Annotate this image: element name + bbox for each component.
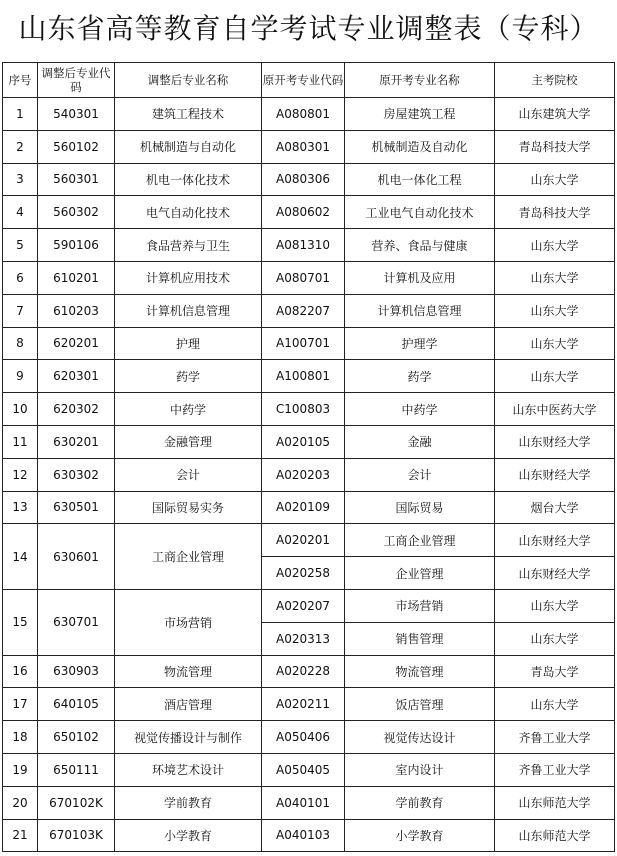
new-major-code: 590106	[38, 229, 115, 262]
row-number: 19	[3, 753, 38, 786]
exam-school: 山东师范大学	[495, 819, 615, 852]
row-number: 7	[3, 294, 38, 327]
header-new-name: 调整后专业名称	[115, 63, 262, 98]
new-major-name: 视觉传播设计与制作	[115, 721, 262, 754]
new-major-code: 640105	[38, 688, 115, 721]
table-row	[3, 163, 615, 196]
row-number: 2	[3, 130, 38, 163]
table-row	[3, 229, 615, 262]
old-major-name: 市场营销	[345, 589, 495, 622]
row-number: 4	[3, 196, 38, 229]
new-major-name: 机电一体化技术	[115, 163, 262, 196]
old-major-code: A020201	[262, 524, 345, 557]
old-major-code: A080306	[262, 163, 345, 196]
new-major-name: 国际贸易实务	[115, 491, 262, 524]
new-major-name: 金融管理	[115, 425, 262, 458]
table-row	[3, 688, 615, 721]
old-major-name: 饭店管理	[345, 688, 495, 721]
new-major-code: 650102	[38, 721, 115, 754]
header-old-name: 原开考专业名称	[345, 63, 495, 98]
exam-school: 青岛科技大学	[495, 196, 615, 229]
old-major-name: 工业电气自动化技术	[345, 196, 495, 229]
new-major-name: 中药学	[115, 393, 262, 426]
exam-school: 山东大学	[495, 261, 615, 294]
old-major-name: 计算机及应用	[345, 261, 495, 294]
old-major-code: C100803	[262, 393, 345, 426]
row-number: 1	[3, 98, 38, 131]
row-number: 5	[3, 229, 38, 262]
exam-school: 山东大学	[495, 589, 615, 622]
new-major-code: 620301	[38, 360, 115, 393]
old-major-name: 计算机信息管理	[345, 294, 495, 327]
table-row	[3, 196, 615, 229]
old-major-code: A020211	[262, 688, 345, 721]
row-number: 20	[3, 786, 38, 819]
old-major-code: A020258	[262, 557, 345, 590]
old-major-code: A020207	[262, 589, 345, 622]
old-major-code: A080602	[262, 196, 345, 229]
new-major-name: 小学教育	[115, 819, 262, 852]
exam-school: 齐鲁工业大学	[495, 753, 615, 786]
row-number: 9	[3, 360, 38, 393]
new-major-code: 650111	[38, 753, 115, 786]
new-major-code: 610201	[38, 261, 115, 294]
table-header-row	[3, 63, 615, 98]
old-major-code: A080701	[262, 261, 345, 294]
new-major-code: 670102K	[38, 786, 115, 819]
exam-school: 山东财经大学	[495, 458, 615, 491]
row-number: 18	[3, 721, 38, 754]
old-major-code: A080301	[262, 130, 345, 163]
new-major-code: 630501	[38, 491, 115, 524]
row-number: 3	[3, 163, 38, 196]
old-major-name: 学前教育	[345, 786, 495, 819]
new-major-name: 计算机信息管理	[115, 294, 262, 327]
table-row	[3, 819, 615, 852]
new-major-code: 620302	[38, 393, 115, 426]
exam-school: 山东大学	[495, 622, 615, 655]
new-major-name: 环境艺术设计	[115, 753, 262, 786]
old-major-code: A040103	[262, 819, 345, 852]
old-major-name: 机电一体化工程	[345, 163, 495, 196]
old-major-code: A020228	[262, 655, 345, 688]
exam-school: 山东大学	[495, 688, 615, 721]
exam-school: 山东大学	[495, 163, 615, 196]
new-major-code: 560302	[38, 196, 115, 229]
exam-school: 山东大学	[495, 327, 615, 360]
exam-school: 山东大学	[495, 229, 615, 262]
new-major-code: 630903	[38, 655, 115, 688]
row-number: 12	[3, 458, 38, 491]
header-new-code: 调整后专业代码	[38, 63, 115, 98]
new-major-code: 670103K	[38, 819, 115, 852]
new-major-name: 工商企业管理	[115, 524, 262, 590]
exam-school: 山东大学	[495, 360, 615, 393]
exam-school: 山东师范大学	[495, 786, 615, 819]
exam-school: 山东建筑大学	[495, 98, 615, 131]
old-major-code: A020105	[262, 425, 345, 458]
new-major-code: 630302	[38, 458, 115, 491]
new-major-code: 610203	[38, 294, 115, 327]
major-adjustment-table	[2, 62, 615, 852]
new-major-name: 学前教育	[115, 786, 262, 819]
old-major-name: 国际贸易	[345, 491, 495, 524]
table-row	[3, 294, 615, 327]
old-major-code: A050405	[262, 753, 345, 786]
old-major-code: A100701	[262, 327, 345, 360]
old-major-code: A020109	[262, 491, 345, 524]
new-major-name: 酒店管理	[115, 688, 262, 721]
new-major-name: 机械制造与自动化	[115, 130, 262, 163]
new-major-code: 560102	[38, 130, 115, 163]
exam-school: 山东财经大学	[495, 425, 615, 458]
new-major-code: 560301	[38, 163, 115, 196]
exam-school: 青岛大学	[495, 655, 615, 688]
exam-school: 青岛科技大学	[495, 130, 615, 163]
table-row	[3, 261, 615, 294]
table-row	[3, 753, 615, 786]
old-major-code: A080801	[262, 98, 345, 131]
new-major-code: 630701	[38, 589, 115, 655]
exam-school: 山东大学	[495, 294, 615, 327]
table-row	[3, 425, 615, 458]
row-number: 6	[3, 261, 38, 294]
old-major-code: A100801	[262, 360, 345, 393]
row-number: 11	[3, 425, 38, 458]
header-old-code: 原开考专业代码	[262, 63, 345, 98]
row-number: 8	[3, 327, 38, 360]
table-row	[3, 524, 615, 557]
row-number: 15	[3, 589, 38, 655]
new-major-code: 630201	[38, 425, 115, 458]
table-row	[3, 360, 615, 393]
old-major-name: 工商企业管理	[345, 524, 495, 557]
table-row	[3, 327, 615, 360]
old-major-code: A081310	[262, 229, 345, 262]
page-title: 山东省高等教育自学考试专业调整表（专科）	[18, 12, 599, 45]
new-major-code: 630601	[38, 524, 115, 590]
new-major-name: 计算机应用技术	[115, 261, 262, 294]
new-major-name: 会计	[115, 458, 262, 491]
table-body	[3, 98, 615, 852]
old-major-name: 企业管理	[345, 557, 495, 590]
table-row	[3, 130, 615, 163]
old-major-code: A082207	[262, 294, 345, 327]
table-row	[3, 458, 615, 491]
old-major-name: 小学教育	[345, 819, 495, 852]
table-row	[3, 98, 615, 131]
exam-school: 齐鲁工业大学	[495, 721, 615, 754]
new-major-name: 药学	[115, 360, 262, 393]
table-row	[3, 721, 615, 754]
header-school: 主考院校	[495, 63, 615, 98]
exam-school: 山东财经大学	[495, 557, 615, 590]
old-major-name: 营养、食品与健康	[345, 229, 495, 262]
old-major-name: 护理学	[345, 327, 495, 360]
new-major-name: 护理	[115, 327, 262, 360]
row-number: 14	[3, 524, 38, 590]
exam-school: 烟台大学	[495, 491, 615, 524]
header-no: 序号	[3, 63, 38, 98]
row-number: 16	[3, 655, 38, 688]
old-major-name: 机械制造及自动化	[345, 130, 495, 163]
old-major-code: A050406	[262, 721, 345, 754]
old-major-name: 中药学	[345, 393, 495, 426]
table-row	[3, 655, 615, 688]
new-major-name: 电气自动化技术	[115, 196, 262, 229]
exam-school: 山东财经大学	[495, 524, 615, 557]
old-major-code: A020203	[262, 458, 345, 491]
row-number: 21	[3, 819, 38, 852]
old-major-name: 视觉传达设计	[345, 721, 495, 754]
table-row	[3, 786, 615, 819]
new-major-name: 物流管理	[115, 655, 262, 688]
old-major-name: 会计	[345, 458, 495, 491]
table-row	[3, 393, 615, 426]
row-number: 10	[3, 393, 38, 426]
new-major-name: 食品营养与卫生	[115, 229, 262, 262]
row-number: 13	[3, 491, 38, 524]
old-major-code: A040101	[262, 786, 345, 819]
table-row	[3, 589, 615, 622]
old-major-name: 药学	[345, 360, 495, 393]
new-major-name: 建筑工程技术	[115, 98, 262, 131]
new-major-code: 540301	[38, 98, 115, 131]
row-number: 17	[3, 688, 38, 721]
old-major-code: A020313	[262, 622, 345, 655]
table-row	[3, 491, 615, 524]
old-major-name: 销售管理	[345, 622, 495, 655]
old-major-name: 物流管理	[345, 655, 495, 688]
old-major-name: 金融	[345, 425, 495, 458]
new-major-name: 市场营销	[115, 589, 262, 655]
exam-school: 山东中医药大学	[495, 393, 615, 426]
old-major-name: 室内设计	[345, 753, 495, 786]
old-major-name: 房屋建筑工程	[345, 98, 495, 131]
new-major-code: 620201	[38, 327, 115, 360]
